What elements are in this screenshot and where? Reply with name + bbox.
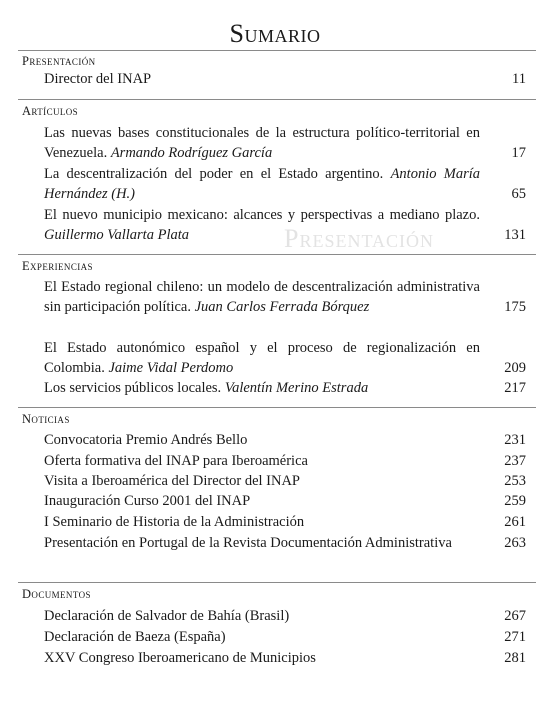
page-number: 217 bbox=[504, 380, 526, 396]
page-number: 209 bbox=[504, 360, 526, 376]
entry-title: Las nuevas bases constitucionales de la estructura político-territorial en Venezuela. bbox=[44, 125, 480, 161]
toc-entry[interactable] bbox=[44, 338, 526, 378]
entry-title: Oferta formativa del INAP para Iberoamérica bbox=[44, 453, 308, 469]
toc-entry[interactable] bbox=[44, 648, 526, 668]
page-number: 259 bbox=[504, 493, 526, 509]
section-heading-experiencias: Experiencias bbox=[22, 259, 93, 273]
toc-entry[interactable] bbox=[44, 606, 526, 626]
entry-title: Inauguración Curso 2001 del INAP bbox=[44, 493, 251, 509]
toc-entry[interactable] bbox=[44, 378, 526, 398]
toc-entry[interactable] bbox=[44, 533, 526, 553]
entry-title: La descentralización del poder en el Estado argentino. bbox=[44, 166, 384, 182]
section-heading-presentacion: Presentación bbox=[22, 54, 96, 68]
toc-entry[interactable] bbox=[44, 164, 526, 204]
page-number: 267 bbox=[504, 608, 526, 624]
section-heading-noticias: Noticias bbox=[22, 412, 70, 426]
page-number: 11 bbox=[512, 71, 526, 87]
toc-entry[interactable] bbox=[44, 471, 526, 491]
page-number: 281 bbox=[504, 650, 526, 666]
section-divider bbox=[18, 407, 536, 408]
toc-entry[interactable] bbox=[44, 205, 526, 245]
page-number: 237 bbox=[504, 453, 526, 469]
entry-author: Valentín Merino Estrada bbox=[224, 380, 369, 396]
page-number: 65 bbox=[511, 186, 526, 202]
section-divider bbox=[18, 254, 536, 255]
entry-title: Declaración de Baeza (España) bbox=[44, 629, 226, 645]
section-divider bbox=[18, 582, 536, 583]
toc-entry[interactable] bbox=[44, 123, 526, 163]
entry-title: Los servicios públicos locales. bbox=[44, 380, 222, 396]
entry-author: Juan Carlos Ferrada Bórquez bbox=[194, 299, 370, 315]
toc-entry[interactable] bbox=[44, 451, 526, 471]
section-divider bbox=[18, 50, 536, 51]
entry-title: El Estado autonómico español y el proceso de regionalización en Colombia. bbox=[44, 340, 480, 376]
toc-entry[interactable] bbox=[44, 430, 526, 450]
toc-entry[interactable] bbox=[44, 277, 526, 317]
entry-title: Declaración de Salvador de Bahía (Brasil) bbox=[44, 608, 290, 624]
entry-author: Guillermo Vallarta Plata bbox=[44, 227, 189, 243]
entry-author: Antonio María Hernández (H.) bbox=[44, 166, 480, 202]
entry-author: Armando Rodríguez García bbox=[110, 145, 273, 161]
page-number: 271 bbox=[504, 629, 526, 645]
entry-author: Jaime Vidal Perdomo bbox=[108, 360, 234, 376]
page-number: 175 bbox=[504, 299, 526, 315]
toc-entry[interactable] bbox=[44, 69, 526, 89]
toc-entry[interactable] bbox=[44, 627, 526, 647]
section-divider bbox=[18, 99, 536, 100]
watermark-text: Presentación bbox=[284, 224, 435, 253]
entry-title: I Seminario de Historia de la Administración bbox=[44, 514, 305, 530]
page-number: 131 bbox=[504, 227, 526, 243]
entry-title: El nuevo municipio mexicano: alcances y perspectivas a mediano plazo. bbox=[44, 207, 480, 223]
entry-title: Visita a Iberoamérica del Director del INAP bbox=[44, 473, 300, 489]
page-number: 253 bbox=[504, 473, 526, 489]
page-number: 17 bbox=[511, 145, 526, 161]
toc-entry[interactable] bbox=[44, 491, 526, 511]
entry-title: El Estado regional chileno: un modelo de descentralización administrativa sin participación política. bbox=[44, 279, 480, 315]
page-title: Sumario bbox=[229, 19, 321, 48]
entry-title: Director del INAP bbox=[44, 71, 152, 87]
page-number: 261 bbox=[504, 514, 526, 530]
page-number: 231 bbox=[504, 432, 526, 448]
toc-entry[interactable] bbox=[44, 512, 526, 532]
entry-title: Convocatoria Premio Andrés Bello bbox=[44, 432, 248, 448]
entry-title: Presentación en Portugal de la Revista Documentación Administrativa bbox=[44, 535, 452, 551]
section-heading-documentos: Documentos bbox=[22, 587, 91, 601]
entry-title: XXV Congreso Iberoamericano de Municipios bbox=[44, 650, 316, 666]
page-number: 263 bbox=[504, 535, 526, 551]
section-heading-articulos: Artículos bbox=[22, 104, 79, 118]
